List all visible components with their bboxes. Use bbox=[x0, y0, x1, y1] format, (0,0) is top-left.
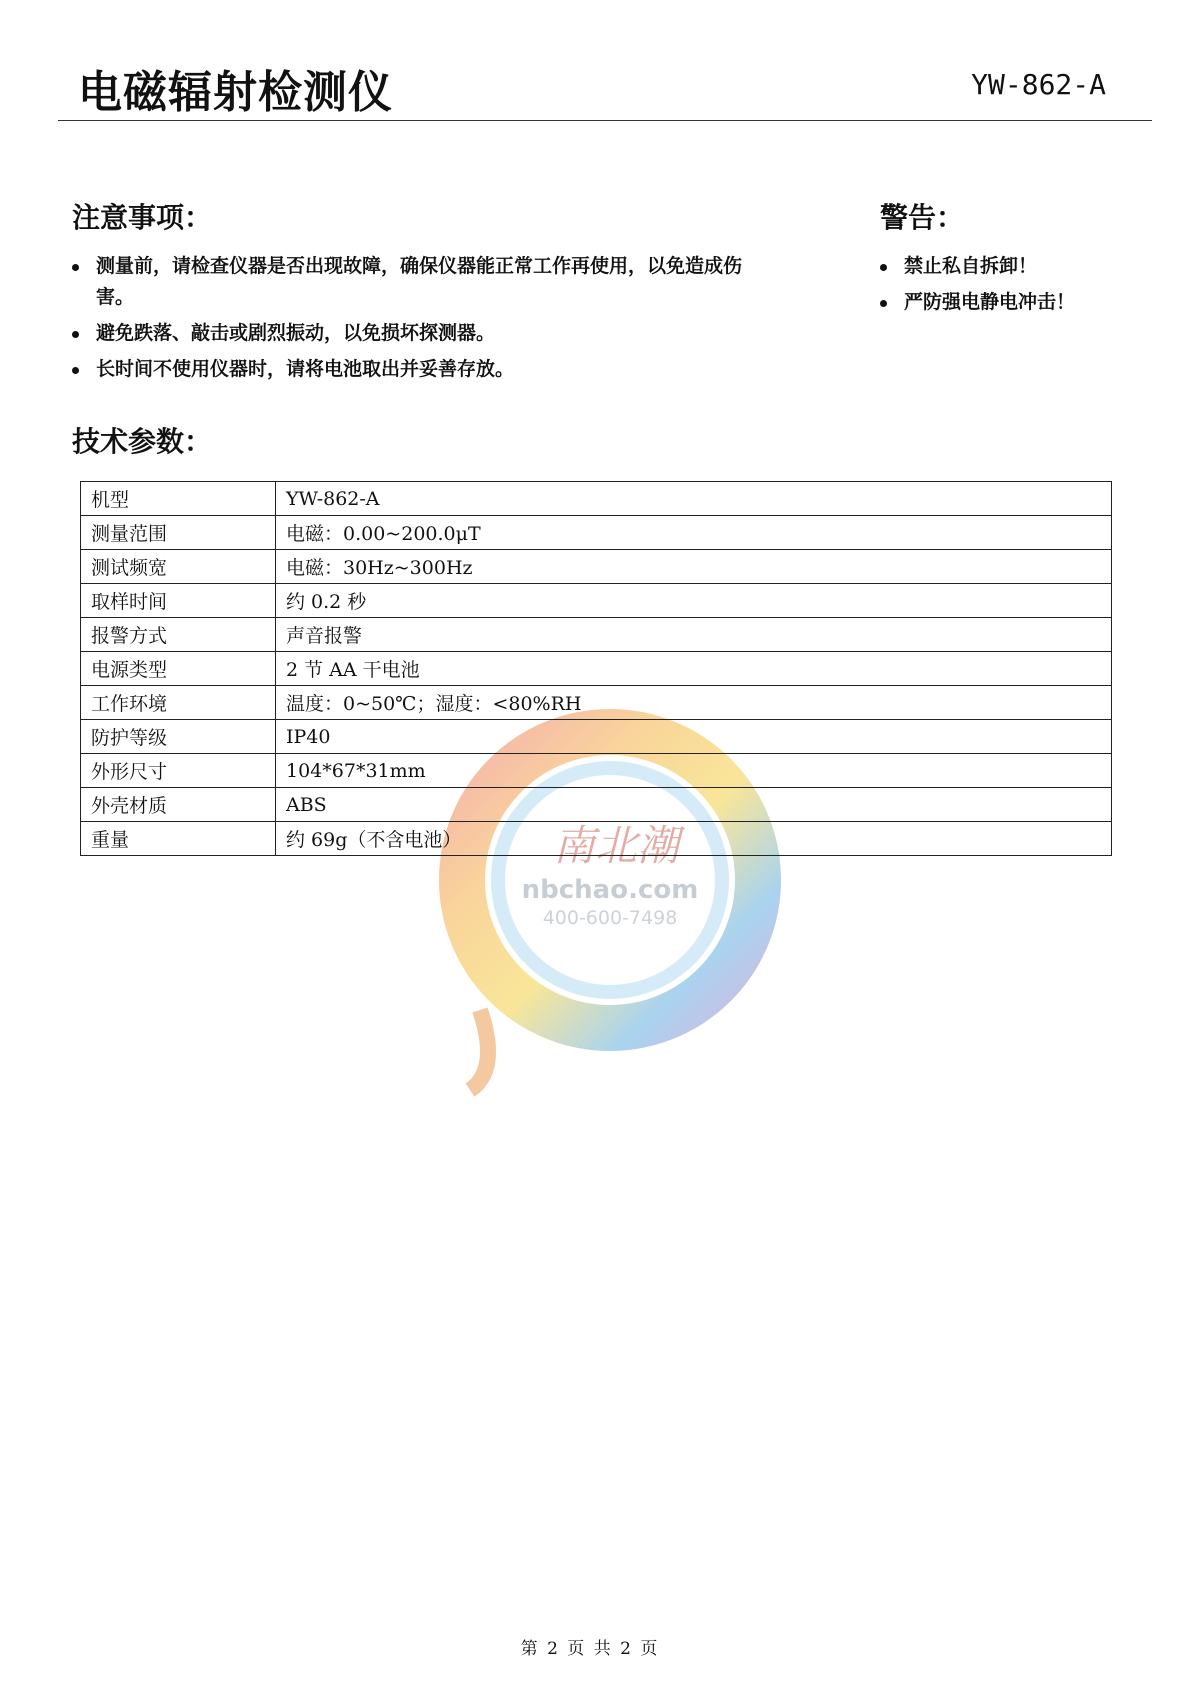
warnings-list bbox=[880, 251, 1160, 323]
spec-key: 外壳材质 bbox=[81, 788, 276, 822]
spec-key: 测量范围 bbox=[81, 516, 276, 550]
bullet-icon bbox=[880, 300, 887, 307]
note-text: 测量前，请检查仪器是否出现故障，确保仪器能正常工作再使用，以免造成伤害。 bbox=[96, 255, 743, 308]
table-row bbox=[81, 516, 1112, 550]
spec-key: 报警方式 bbox=[81, 618, 276, 652]
list-item bbox=[880, 251, 1160, 282]
spec-key: 测试频宽 bbox=[81, 550, 276, 584]
table-row bbox=[81, 720, 1112, 754]
spec-value: YW-862-A bbox=[276, 482, 1112, 516]
notes-heading: 注意事项： bbox=[72, 201, 213, 234]
spec-value: 约 69g（不含电池） bbox=[276, 822, 1112, 856]
spec-value: 声音报警 bbox=[276, 618, 1112, 652]
spec-value: 104*67*31mm bbox=[276, 754, 1112, 788]
warning-text: 严防强电静电冲击！ bbox=[904, 291, 1076, 313]
bullet-icon bbox=[72, 331, 79, 338]
specs-heading: 技术参数： bbox=[72, 425, 213, 458]
table-row bbox=[81, 618, 1112, 652]
table-row bbox=[81, 584, 1112, 618]
spec-value: 电磁：0.00~200.0μT bbox=[276, 516, 1112, 550]
list-item bbox=[880, 287, 1160, 318]
watermark-splash bbox=[470, 1010, 488, 1090]
watermark-phone: 400-600-7498 bbox=[542, 907, 678, 929]
bullet-icon bbox=[72, 264, 79, 271]
spec-key: 重量 bbox=[81, 822, 276, 856]
table-row bbox=[81, 754, 1112, 788]
document-title: 电磁辐射检测仪 bbox=[78, 67, 393, 118]
bullet-icon bbox=[72, 367, 79, 374]
bullet-icon bbox=[880, 264, 887, 271]
notes-list bbox=[72, 251, 762, 390]
spec-value: 2 节 AA 干电池 bbox=[276, 652, 1112, 686]
model-number: YW-862-A bbox=[971, 68, 1106, 101]
watermark-brand: 南北潮 bbox=[552, 821, 680, 870]
table-row bbox=[81, 686, 1112, 720]
spec-value: ABS bbox=[276, 788, 1112, 822]
header-divider bbox=[58, 120, 1152, 121]
page-number: 第 2 页 共 2 页 bbox=[520, 1639, 660, 1659]
spec-value: IP40 bbox=[276, 720, 1112, 754]
warnings-heading: 警告： bbox=[880, 201, 965, 234]
table-row bbox=[81, 482, 1112, 516]
spec-value: 电磁：30Hz~300Hz bbox=[276, 550, 1112, 584]
spec-key: 工作环境 bbox=[81, 686, 276, 720]
spec-key: 外形尺寸 bbox=[81, 754, 276, 788]
spec-value: 温度：0~50℃；湿度：<80%RH bbox=[276, 686, 1112, 720]
spec-key: 机型 bbox=[81, 482, 276, 516]
list-item bbox=[72, 251, 762, 313]
warning-text: 禁止私自拆卸！ bbox=[904, 255, 1038, 277]
list-item bbox=[72, 354, 762, 385]
spec-key: 电源类型 bbox=[81, 652, 276, 686]
list-item bbox=[72, 318, 762, 349]
table-row bbox=[81, 550, 1112, 584]
note-text: 避免跌落、敲击或剧烈振动，以免损坏探测器。 bbox=[96, 322, 496, 344]
spec-key: 防护等级 bbox=[81, 720, 276, 754]
table-row bbox=[81, 822, 1112, 856]
watermark-domain: nbchao.com bbox=[521, 875, 699, 905]
spec-key: 取样时间 bbox=[81, 584, 276, 618]
spec-value: 约 0.2 秒 bbox=[276, 584, 1112, 618]
spec-table bbox=[80, 481, 1112, 856]
table-row bbox=[81, 788, 1112, 822]
note-text: 长时间不使用仪器时，请将电池取出并妥善存放。 bbox=[96, 358, 515, 380]
table-row bbox=[81, 652, 1112, 686]
